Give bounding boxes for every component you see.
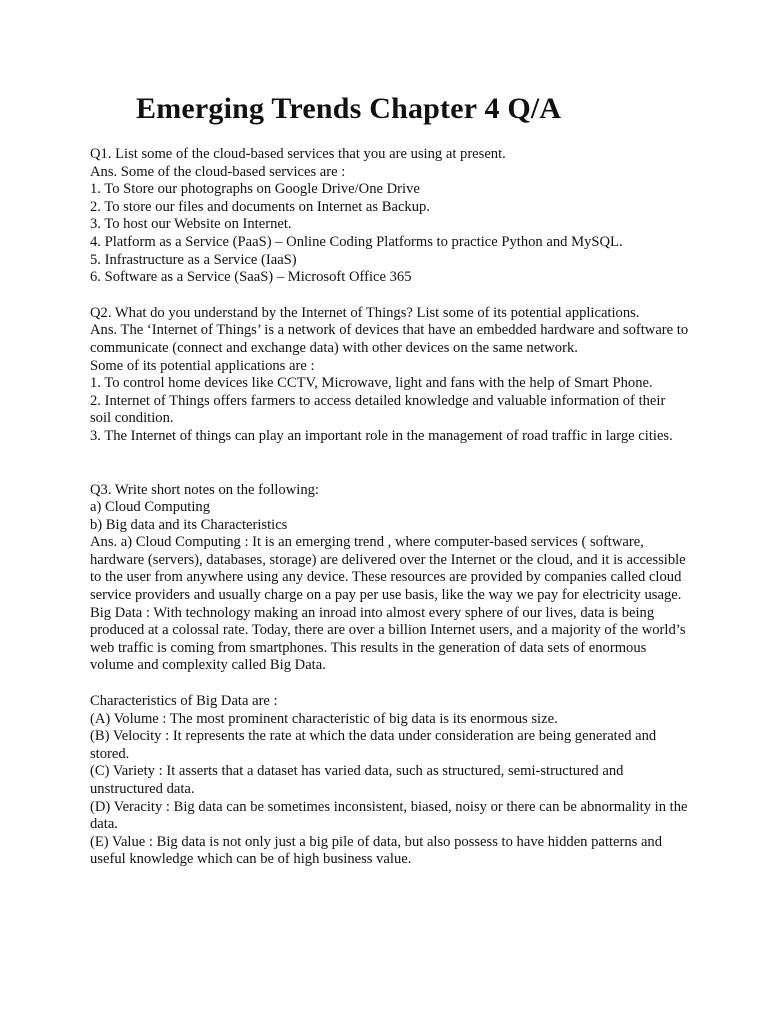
q3-characteristic: (B) Velocity : It represents the rate at which the data under consideration are being generated and stored. — [90, 728, 657, 762]
q3-characteristic: (E) Value : Big data is not only just a big pile of data, but also possess to have hidden patterns and useful knowledge which can be of high business value. — [90, 833, 663, 868]
q1-item: 4. Platform as a Service (PaaS) – Online Coding Platforms to practice Python and MySQL. — [90, 233, 623, 250]
q1-answer-intro: Ans. Some of the cloud-based services are : — [90, 163, 346, 180]
q1-section — [90, 146, 690, 287]
q3-characteristic: (A) Volume : The most prominent characteristic of big data is its enormous size. — [90, 710, 558, 727]
q1-item: 1. To Store our photographs on Google Drive/One Drive — [90, 181, 420, 198]
document-body — [90, 146, 690, 869]
q1-item: 6. Software as a Service (SaaS) – Microsoft Office 365 — [90, 269, 412, 286]
q2-item: 2. Internet of Things offers farmers to access detailed knowledge and valuable information of their soil condition. — [90, 392, 666, 427]
q3-part-a: a) Cloud Computing — [90, 499, 210, 516]
spacer — [90, 287, 690, 305]
q3-characteristic: (D) Veracity : Big data can be sometimes inconsistent, biased, noisy or there can be abnormality in the data. — [90, 798, 688, 833]
q1-item: 3. To host our Website on Internet. — [90, 216, 292, 233]
spacer — [90, 446, 690, 482]
q3-question: Q3. Write short notes on the following: — [90, 481, 319, 498]
q3-answer-b: Big Data : With technology making an inroad into almost every sphere of our lives, data is being produced at a colossal rate. Today, there are over a billion Internet users, and a majority of the world’s web traffic is coming from smartphones. This results in the generation of data sets of enormous volume and complexity called Big Data. — [90, 604, 686, 674]
q3-answer-a: Ans. a) Cloud Computing : It is an emerging trend , where computer-based services ( software, hardware (servers), databases, storage) are delivered over the Internet or the cloud, and it is accessible to the user from anywhere using any device. These resources are provided by companies called cloud service providers and usually charge on a pay per use basis, like the way we pay for electricity usage. — [90, 534, 686, 604]
q1-item: 5. Infrastructure as a Service (IaaS) — [90, 251, 297, 268]
q2-answer: Ans. The ‘Internet of Things’ is a network of devices that have an embedded hardware and software to communicate (connect and exchange data) with other devices on the same network. — [90, 322, 689, 356]
q1-item: 2. To store our files and documents on Internet as Backup. — [90, 198, 430, 215]
q3-characteristic: (C) Variety : It asserts that a dataset has varied data, such as structured, semi-structured and unstructured data. — [90, 763, 624, 797]
q1-question: Q1. List some of the cloud-based services that you are using at present. — [90, 146, 506, 162]
q2-section — [90, 305, 690, 446]
q2-applications-intro: Some of its potential applications are : — [90, 357, 315, 374]
spacer — [90, 675, 690, 693]
q2-question: Q2. What do you understand by the Internet of Things? List some of its potential applications. — [90, 304, 640, 321]
q3-characteristics-intro: Characteristics of Big Data are : — [90, 693, 278, 710]
page-title: Emerging Trends Chapter 4 Q/A — [136, 92, 562, 125]
q3-section — [90, 482, 690, 869]
q2-item: 3. The Internet of things can play an important role in the management of road traffic in large cities. — [90, 427, 673, 444]
q2-item: 1. To control home devices like CCTV, Microwave, light and fans with the help of Smart Phone. — [90, 375, 653, 392]
q3-part-b: b) Big data and its Characteristics — [90, 516, 288, 533]
